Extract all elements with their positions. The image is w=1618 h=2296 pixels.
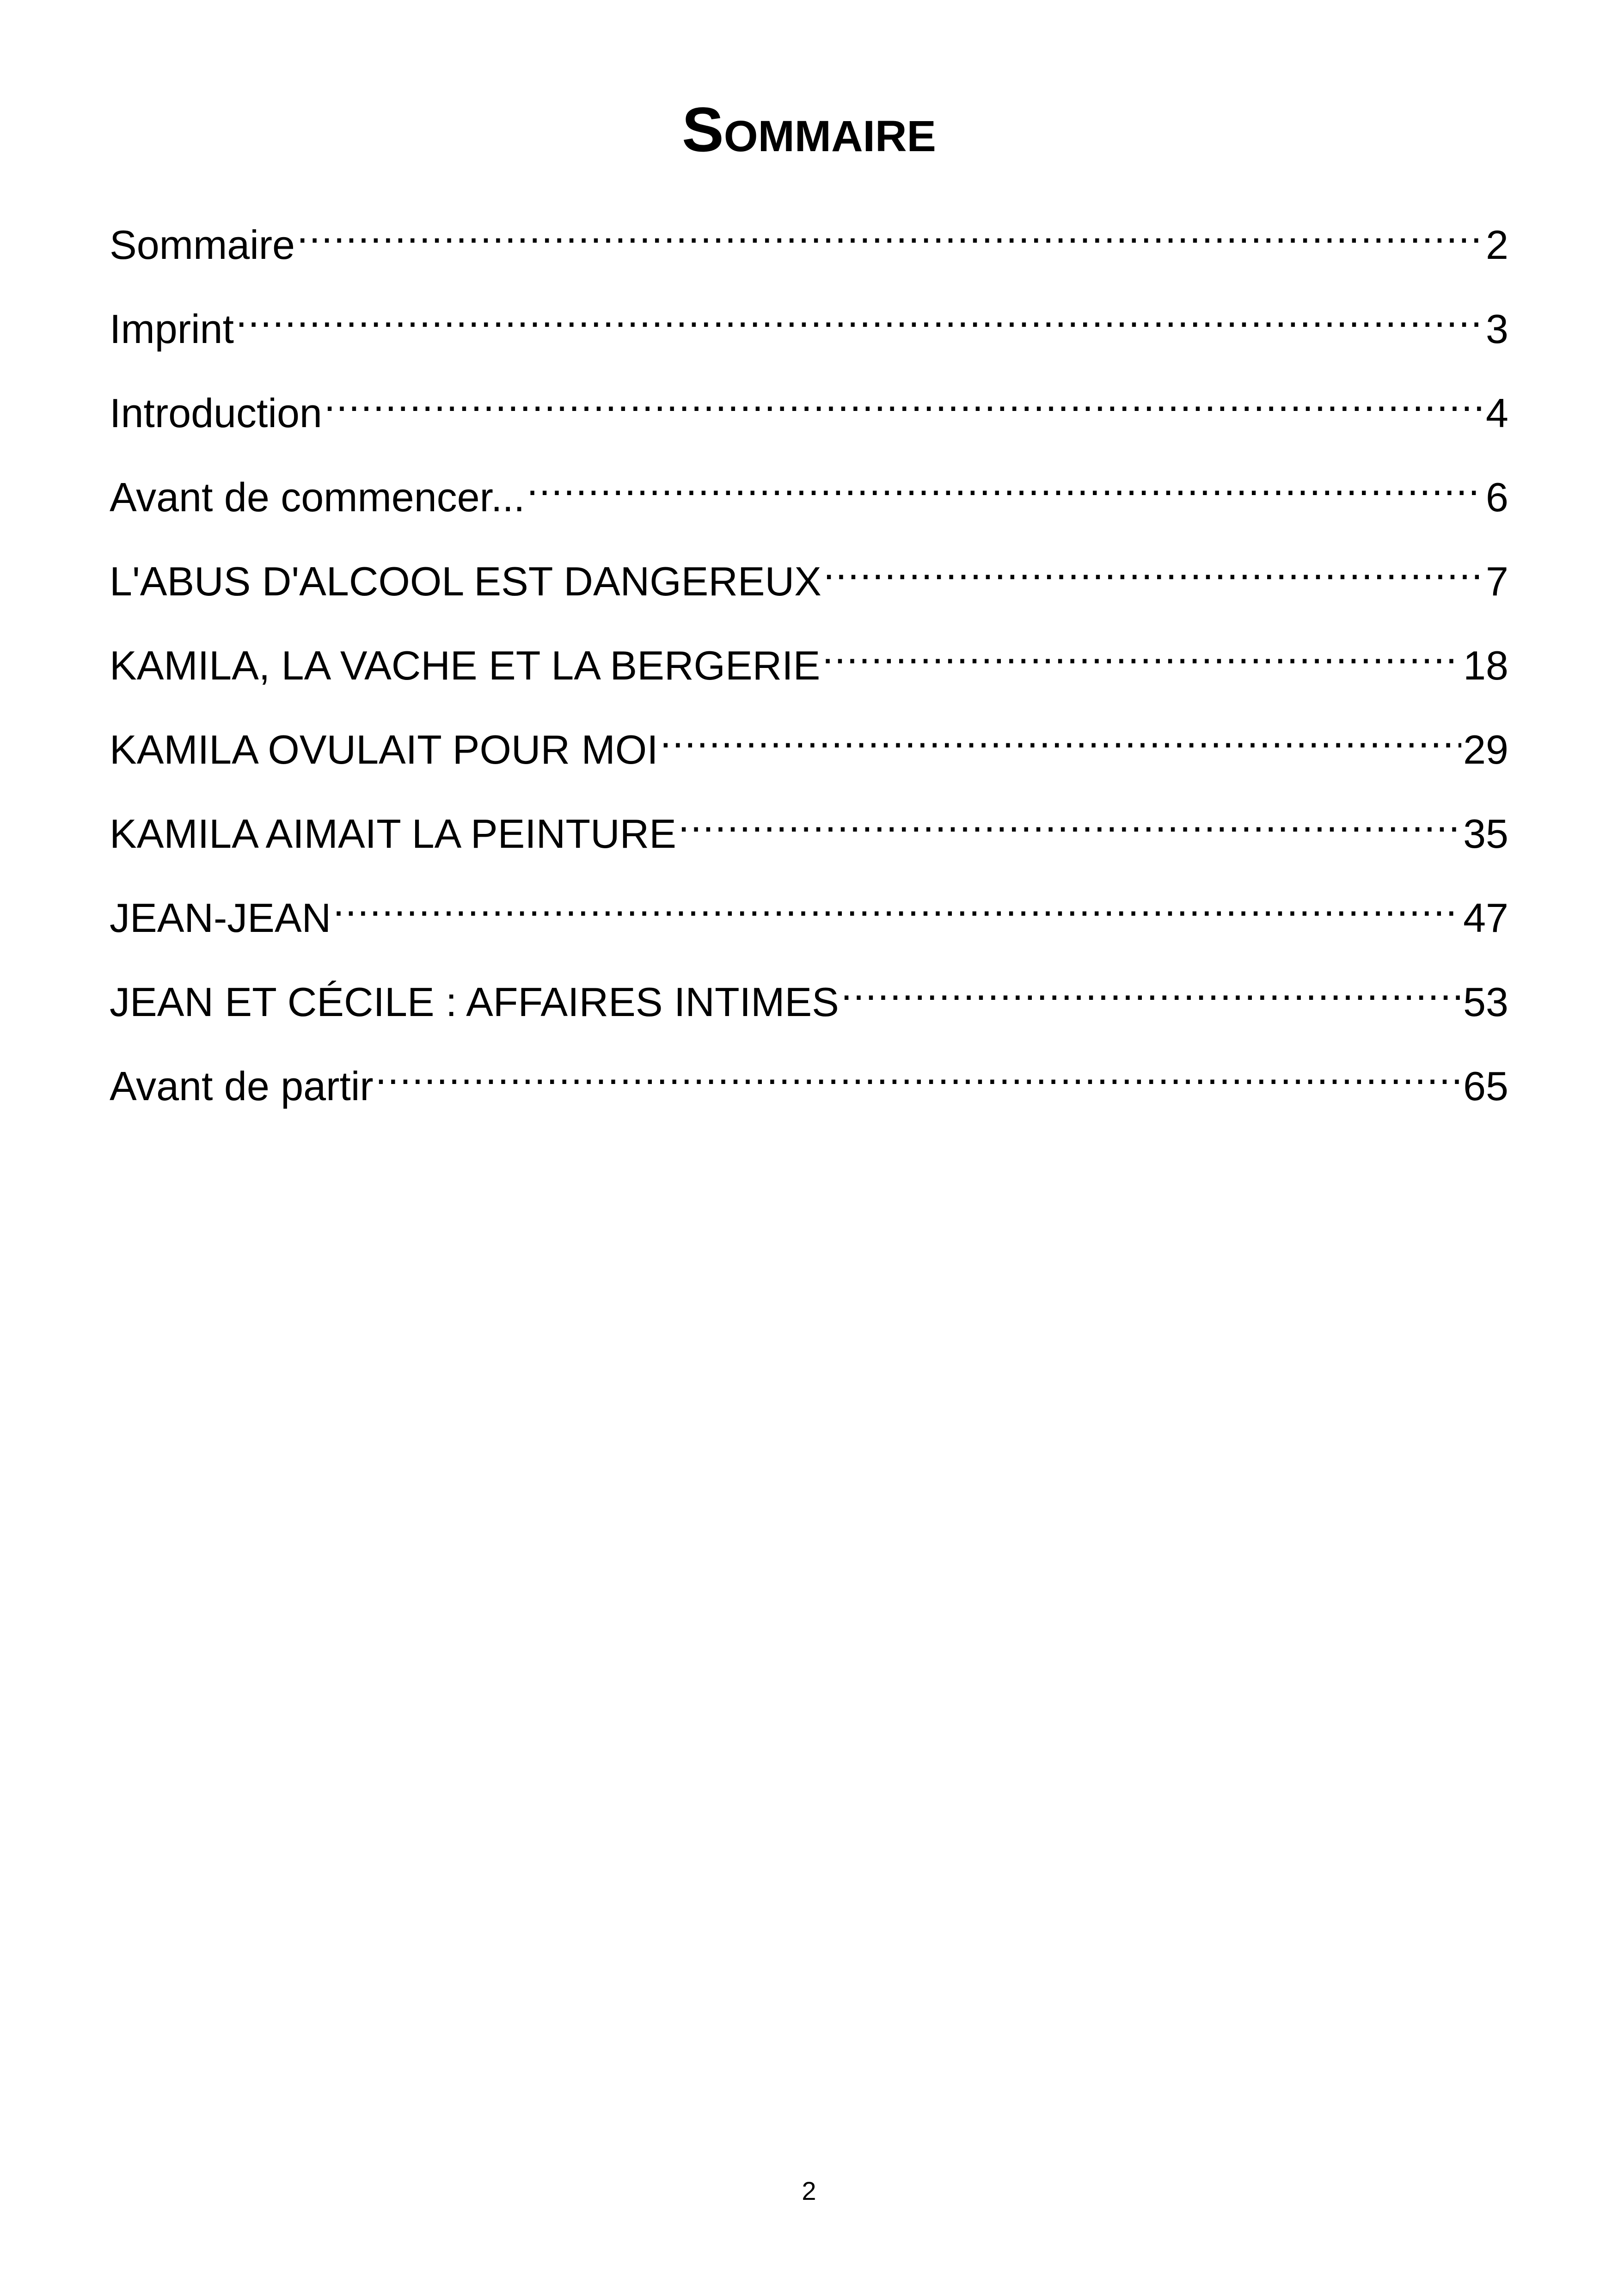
- toc-entry-label: Avant de commencer...: [110, 474, 525, 520]
- toc-entry-label: L'ABUS D'ALCOOL EST DANGEREUX: [110, 558, 821, 604]
- toc-entry-page: 4: [1486, 390, 1508, 436]
- toc-dot-leader: [297, 199, 1484, 259]
- toc-entry-label: KAMILA OVULAIT POUR MOI: [110, 727, 658, 772]
- toc-entry-label: Avant de partir: [110, 1063, 374, 1109]
- toc-entry-page: 35: [1463, 811, 1508, 857]
- toc-entry-jean-et-cecile[interactable]: [110, 956, 1508, 1040]
- toc-entry-avant-de-commencer[interactable]: [110, 451, 1508, 535]
- toc-entry-page: 53: [1463, 979, 1508, 1025]
- toc-entry-kamila-aimait-la-peinture[interactable]: [110, 788, 1508, 872]
- toc-entry-imprint[interactable]: [110, 283, 1508, 367]
- toc-entry-page: 2: [1486, 222, 1508, 268]
- toc-dot-leader: [527, 451, 1484, 511]
- toc-entry-sommaire[interactable]: [110, 199, 1508, 283]
- toc-entry-page: 7: [1486, 558, 1508, 604]
- toc-entry-label: KAMILA, LA VACHE ET LA BERGERIE: [110, 643, 821, 688]
- toc-entry-label: JEAN ET CÉCILE : AFFAIRES INTIMES: [110, 979, 839, 1025]
- toc-dot-leader: [333, 872, 1461, 932]
- table-of-contents: [110, 199, 1508, 1124]
- toc-dot-leader: [822, 619, 1461, 680]
- toc-entry-label: Sommaire: [110, 222, 295, 268]
- toc-dot-leader: [678, 788, 1461, 848]
- toc-entry-introduction[interactable]: [110, 367, 1508, 451]
- toc-entry-label: JEAN-JEAN: [110, 895, 331, 941]
- toc-dot-leader: [236, 283, 1484, 343]
- toc-entry-label: Imprint: [110, 306, 234, 352]
- toc-dot-leader: [660, 704, 1461, 764]
- toc-entry-label: Introduction: [110, 390, 322, 436]
- toc-entry-page: 47: [1463, 895, 1508, 941]
- toc-entry-page: 3: [1486, 306, 1508, 352]
- toc-entry-kamila-ovulait[interactable]: [110, 704, 1508, 788]
- toc-entry-page: 6: [1486, 474, 1508, 520]
- toc-dot-leader: [823, 535, 1484, 595]
- toc-dot-leader: [841, 956, 1461, 1016]
- page-title: Sommaire: [682, 94, 936, 165]
- toc-entry-avant-de-partir[interactable]: [110, 1040, 1508, 1124]
- toc-entry-abus-d-alcool[interactable]: [110, 535, 1508, 619]
- toc-entry-kamila-la-vache[interactable]: [110, 619, 1508, 704]
- toc-dot-leader: [375, 1040, 1461, 1100]
- toc-dot-leader: [324, 367, 1484, 427]
- toc-entry-page: 18: [1463, 643, 1508, 688]
- toc-entry-label: KAMILA AIMAIT LA PEINTURE: [110, 811, 676, 857]
- toc-entry-page: 65: [1463, 1063, 1508, 1109]
- toc-entry-jean-jean[interactable]: [110, 872, 1508, 956]
- page-number: 2: [802, 2176, 816, 2205]
- toc-entry-page: 29: [1463, 727, 1508, 772]
